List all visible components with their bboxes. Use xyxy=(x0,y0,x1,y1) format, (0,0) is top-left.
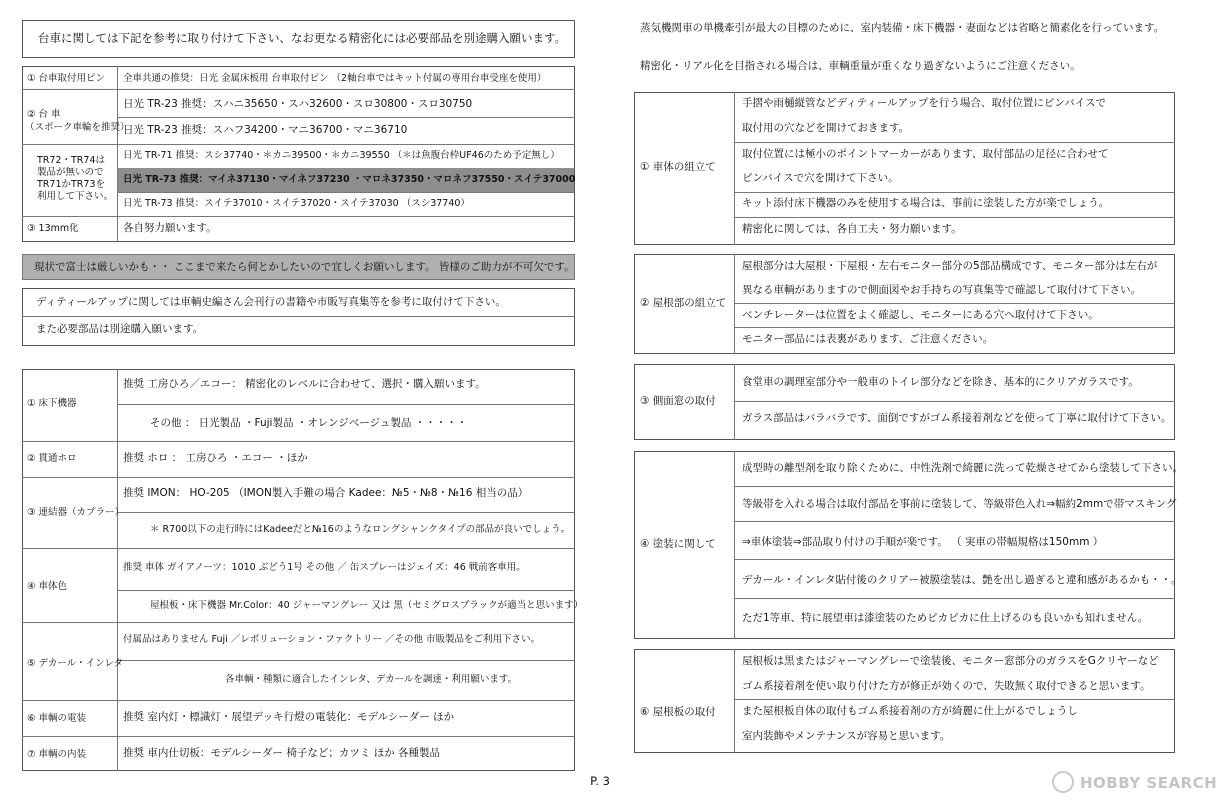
watermark-text: HOBBY SEARCH xyxy=(1080,774,1217,792)
bogie-tr73-line-2: 日光 TR-73 推奨：スイテ37010・スイテ37020・スイテ37030 （スシ37740） xyxy=(123,198,470,209)
section-body-assembly-line-6: 精密化に関しては、各自工夫・努力願います。 xyxy=(742,223,962,235)
parts-electric-line-1: 推奨 室内灯・標識灯・展望デッキ行燈の電装化：モデルシーダー ほか xyxy=(123,711,455,723)
section-roof-board-line-1: 屋根板は黒またはジャーマングレーで塗装後、モニター窓部分のガラスをGクリヤーなど xyxy=(742,655,1159,667)
bogie-pin-text: 全車共通の推奨：日光 金属床板用 台車取付ピン （2軸台車ではキット付属の専用台車受座を使用） xyxy=(123,73,547,84)
parts-color-label: ④ 車体色 xyxy=(27,581,68,592)
parts-decal-line-2: 各車輌・種類に適合したインレタ、デカールを調達・利用願います。 xyxy=(225,674,518,685)
parts-underfloor-label: ① 床下機器 xyxy=(27,398,77,409)
bogie-note-2: 製品が無いので xyxy=(37,167,104,178)
section-painting-line-1: 成型時の離型剤を取り除くために、中性洗剤で綺麗に洗って乾燥させてから塗装して下さい。 xyxy=(742,462,1183,474)
detail-note-line-2: また必要部品は別途購入願います。 xyxy=(36,323,204,335)
section-roof-board-label: ⑥ 屋根板の取付 xyxy=(640,706,716,718)
parts-gangway-line-1: 推奨 ホロ ： 工房ひろ ・エコー ・ほか xyxy=(123,452,308,464)
section-roof-board-line-4: 室内装飾やメンテナンスが容易と思います。 xyxy=(742,730,951,742)
bogie-label-sub: （スポーク車輪を推奨） xyxy=(25,122,130,133)
gauge-label: ③ 13mm化 xyxy=(27,223,79,234)
page-number: P. 3 xyxy=(590,774,610,788)
bogie-note-3: TR71かTR73を xyxy=(37,179,105,190)
section-body-assembly-line-1: 手摺や雨樋縦管などディティールアップを行う場合、取付位置にピンバイスで xyxy=(742,97,1107,109)
section-body-assembly-line-5: キット添付床下機器のみを使用する場合は、事前に塗装した方が楽でしょう。 xyxy=(742,197,1110,209)
bogie-tr23-line-1: 日光 TR-23 推奨：スハニ35650・スハ32600・スロ30800・スロ30750 xyxy=(123,98,473,110)
parts-decal-line-1: 付属品はありません Fuji ／レボリューション・ファクトリー ／その他 市販製品をご利用下さい。 xyxy=(123,634,540,645)
section-roof-board-line-2: ゴム系接着剤を使い取り付けた方が修正が効くので、失敗無く取付できると思います。 xyxy=(742,680,1151,692)
section-painting-label: ④ 塗装に関して xyxy=(640,538,716,550)
left-intro-text: 台車に関しては下記を参考に取り付けて下さい、なお更なる精密化には必要部品を別途購入願います。 xyxy=(38,31,567,45)
parts-coupler-line-1: 推奨 IMON： HO-205 （IMON製入手難の場合 Kadee：№5・№8・№16 相当の品） xyxy=(123,487,529,499)
parts-underfloor-line-1: 推奨 工房ひろ／エコー： 精密化のレベルに合わせて、選択・購入願います。 xyxy=(123,378,486,390)
section-body-assembly-line-3: 取付位置には極小のポイントマーカーがあります、取付部品の足径に合わせて xyxy=(742,148,1109,160)
watermark-logo-icon xyxy=(1052,771,1074,793)
section-body-assembly-line-4: ピンバイスで穴を開けて下さい。 xyxy=(742,172,899,184)
bogie-tr73-line-1: 日光 TR-73 推奨：マイネ37130・マイネフ37230 ・マロネ37350・マロネフ37550・スイテ37000 xyxy=(123,174,576,185)
section-roof-assembly-line-3: ベンチレーターは位置をよく確認し、モニターにある穴へ取付けて下さい。 xyxy=(742,309,1099,321)
parts-coupler-label: ③ 連結器（カプラー） xyxy=(27,507,125,518)
right-intro-line-2: 精密化・リアル化を目指される場合は、車輌重量が重くなり過ぎないようにご注意ください。 xyxy=(640,60,1081,72)
section-painting-line-2: 等級帯を入れる場合は取付部品を事前に塗装して、等級帯色入れ⇒幅約2mmで帯マスキング xyxy=(742,498,1177,510)
gauge-text: 各自努力願います。 xyxy=(123,222,217,234)
bogie-note-4: 利用して下さい。 xyxy=(37,191,114,202)
section-roof-board-line-3: また屋根板自体の取付もゴム系接着剤の方が綺麗に仕上がるでしょうし xyxy=(742,705,1078,717)
bogie-tr71-line: 日光 TR-71 推奨：スシ37740・＊カニ39500・＊カニ39550 （＊は魚腹台枠UF46のため予定無し） xyxy=(123,150,560,161)
parts-color-line-1: 推奨 車体 ガイアノーツ：1010 ぶどう1号 その他 ／ 缶スプレーはジェイズ：46 戦前客車用。 xyxy=(123,562,526,573)
bogie-note-1: TR72・TR74は xyxy=(37,155,105,166)
parts-coupler-line-2: ＊ R700以下の走行時にはKadeeだと№16のようなロングシャンクタイプの部品が良いでしょう。 xyxy=(150,524,571,535)
section-body-assembly-line-2: 取付用の穴などを開けておきます。 xyxy=(742,122,910,134)
section-painting-line-3: ⇒車体塗装⇒部品取り付けの手順が楽です。 （ 実車の帯幅規格は150mm ） xyxy=(742,536,1104,548)
section-roof-assembly-line-2: 異なる車輌がありますので側面図やお手持ちの写真集等で確認して取付けて下さい。 xyxy=(742,284,1141,296)
section-body-assembly-label: ① 車体の組立て xyxy=(640,161,716,173)
parts-interior-line-1: 推奨 車内仕切板：モデルシーダー 椅子など；カツミ ほか 各種製品 xyxy=(123,747,441,759)
parts-electric-label: ⑥ 車輌の電装 xyxy=(27,713,87,724)
section-roof-assembly-line-4: モニター部品には表裏があります、ご注意ください。 xyxy=(742,333,994,345)
parts-underfloor-line-2: その他 ： 日光製品 ・Fuji製品 ・オレンジベージュ製品 ・・・・・ xyxy=(150,417,468,429)
parts-interior-label: ⑦ 車輌の内装 xyxy=(27,749,87,760)
section-roof-assembly-line-1: 屋根部分は大屋根・下屋根・左右モニター部分の5部品構成です、モニター部分は左右が xyxy=(742,260,1158,272)
section-roof-assembly-label: ② 屋根部の組立て xyxy=(640,297,727,309)
bogie-pin-label: ① 台車取付用ピン xyxy=(27,73,106,84)
section-side-windows-line-1: 食堂車の調理室部分や一般車のトイレ部分などを除き、基本的にクリアガラスです。 xyxy=(742,376,1139,388)
bogie-tr23-line-2: 日光 TR-23 推奨：スハフ34200・マニ36700・マニ36710 xyxy=(123,124,408,136)
parts-color-line-2: 屋根板・床下機器 Mr.Color：40 ジャーマングレー 又は 黒（セミグロスブラックが適当と思います） xyxy=(150,600,584,611)
section-side-windows-line-2: ガラス部品はバラバラです、面倒ですがゴム系接着剤などを使って丁寧に取付けて下さい。 xyxy=(742,412,1172,424)
right-intro-line-1: 蒸気機関車の単機牽引が最大の目標のために、室内装備・床下機器・妻面などは省略と簡素化を行っています。 xyxy=(640,22,1165,34)
section-side-windows-label: ③ 側面窓の取付 xyxy=(640,395,716,407)
section-painting-line-5: ただ1等車、特に展望車は漆塗装のためピカピカに仕上げるのも良いかも知れません。 xyxy=(742,612,1149,624)
detail-note-line-1: ディティールアップに関しては車輌史編さん会刊行の書籍や市販写真集等を参考に取付けて下さい。 xyxy=(36,296,506,308)
parts-gangway-label: ② 貫通ホロ xyxy=(27,453,77,464)
request-banner-text: 現状で富士は厳しいかも・・ ここまで来たら何とかしたいので宜しくお願いします。 皆様のご助力が不可欠です。 xyxy=(34,261,575,273)
parts-decal-label: ⑤ デカール・インレタ xyxy=(27,658,124,669)
section-painting-line-4: デカール・インレタ貼付後のクリアー被膜塗装は、艶を出し過ぎると違和感があるかも・・。 xyxy=(742,574,1182,586)
bogie-label: ② 台 車 xyxy=(27,109,61,120)
